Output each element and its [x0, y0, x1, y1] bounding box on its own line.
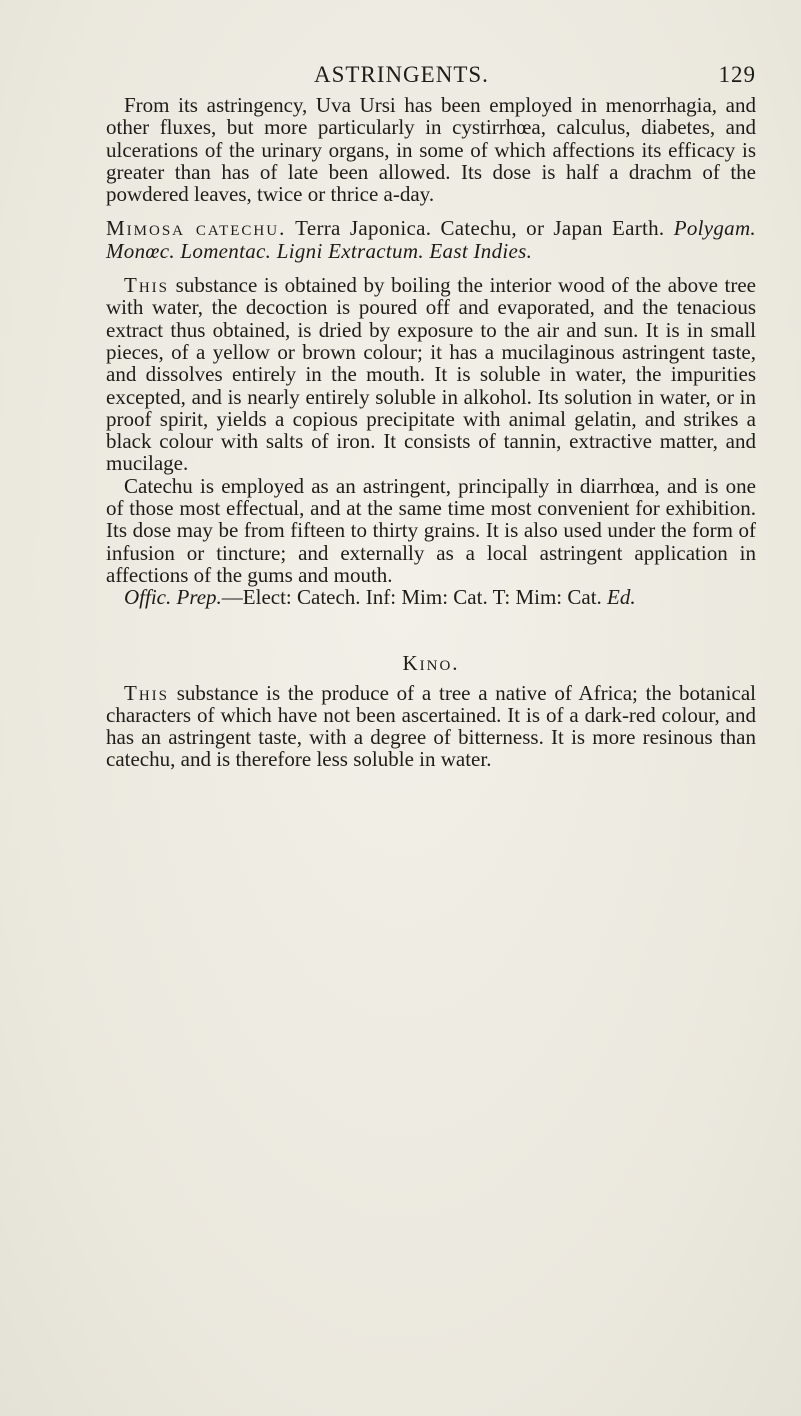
kino-description-text: substance is the produce of a tree a native of Africa; the botanical characters of which have not been ascertained. It is of a dark-red colour, and has an astringent taste, with a degree of bitterness. It is more resinous than catechu, and is therefore less soluble in water. — [106, 680, 756, 772]
preparations-label: Offic. Prep. — [124, 585, 222, 610]
mimosa-classification: Polygam. Monœc. Lomentac. Ligni Extractum. East Indies. — [106, 216, 756, 263]
uva-ursi-paragraph: From its astringency, Uva Ursi has been employed in menorrhagia, and other fluxes, but more particularly in cystirrhœa, calculus, diabetes, and ulcerations of the urinary organs, in some of which affections its efficacy is greater than has of late been allowed. Its dose is half a drachm of the powdered leaves, twice or thrice a-day. — [106, 93, 756, 207]
mimosa-name: Mimosa catechu. — [106, 216, 287, 241]
kino-description — [106, 682, 756, 771]
kino-description-lead: This — [124, 680, 169, 705]
page-number: 129 — [718, 62, 756, 87]
catechu-preparations — [106, 586, 756, 608]
preparations-text: —Elect: Catech. Inf: Mim: Cat. T: Mim: Cat. — [221, 585, 602, 610]
catechu-description — [106, 274, 756, 475]
catechu-uses: Catechu is employed as an astringent, principally in diarrhœa, and is one of those most effectual, and at the same time most convenient for exhibition. Its dose may be from fifteen to thirty grains. It is also used under the form of infusion or tincture; and externally as a local astringent application in affections of the gums and mouth. — [106, 473, 756, 587]
catechu-description-lead: This — [124, 273, 169, 298]
text-column — [106, 62, 756, 771]
catechu-description-text: substance is obtained by boiling the interior wood of the above tree with water, the decoction is poured off and evaporated, and the tenacious extract thus obtained, is dried by exposure to the air and sun. It is in small pieces, of a yellow or brown colour; it has a mucilaginous astringent taste, and dissolves entirely in the mouth. It is soluble in water, the impurities excepted, and is nearly entirely soluble in alkohol. Its solution in water, or in proof spirit, yields a copious precipitate with animal gelatin, and strikes a black colour with salts of iron. It consists of tannin, extractive matter, and mucilage. — [106, 273, 756, 476]
preparations-suffix: Ed. — [607, 585, 636, 610]
mimosa-entry-heading — [106, 217, 756, 262]
mimosa-synonyms: Terra Japonica. Catechu, or Japan Earth. — [295, 216, 665, 241]
kino-heading: Kino. — [402, 650, 460, 675]
running-title: ASTRINGENTS. — [314, 62, 489, 87]
running-head — [106, 62, 756, 92]
